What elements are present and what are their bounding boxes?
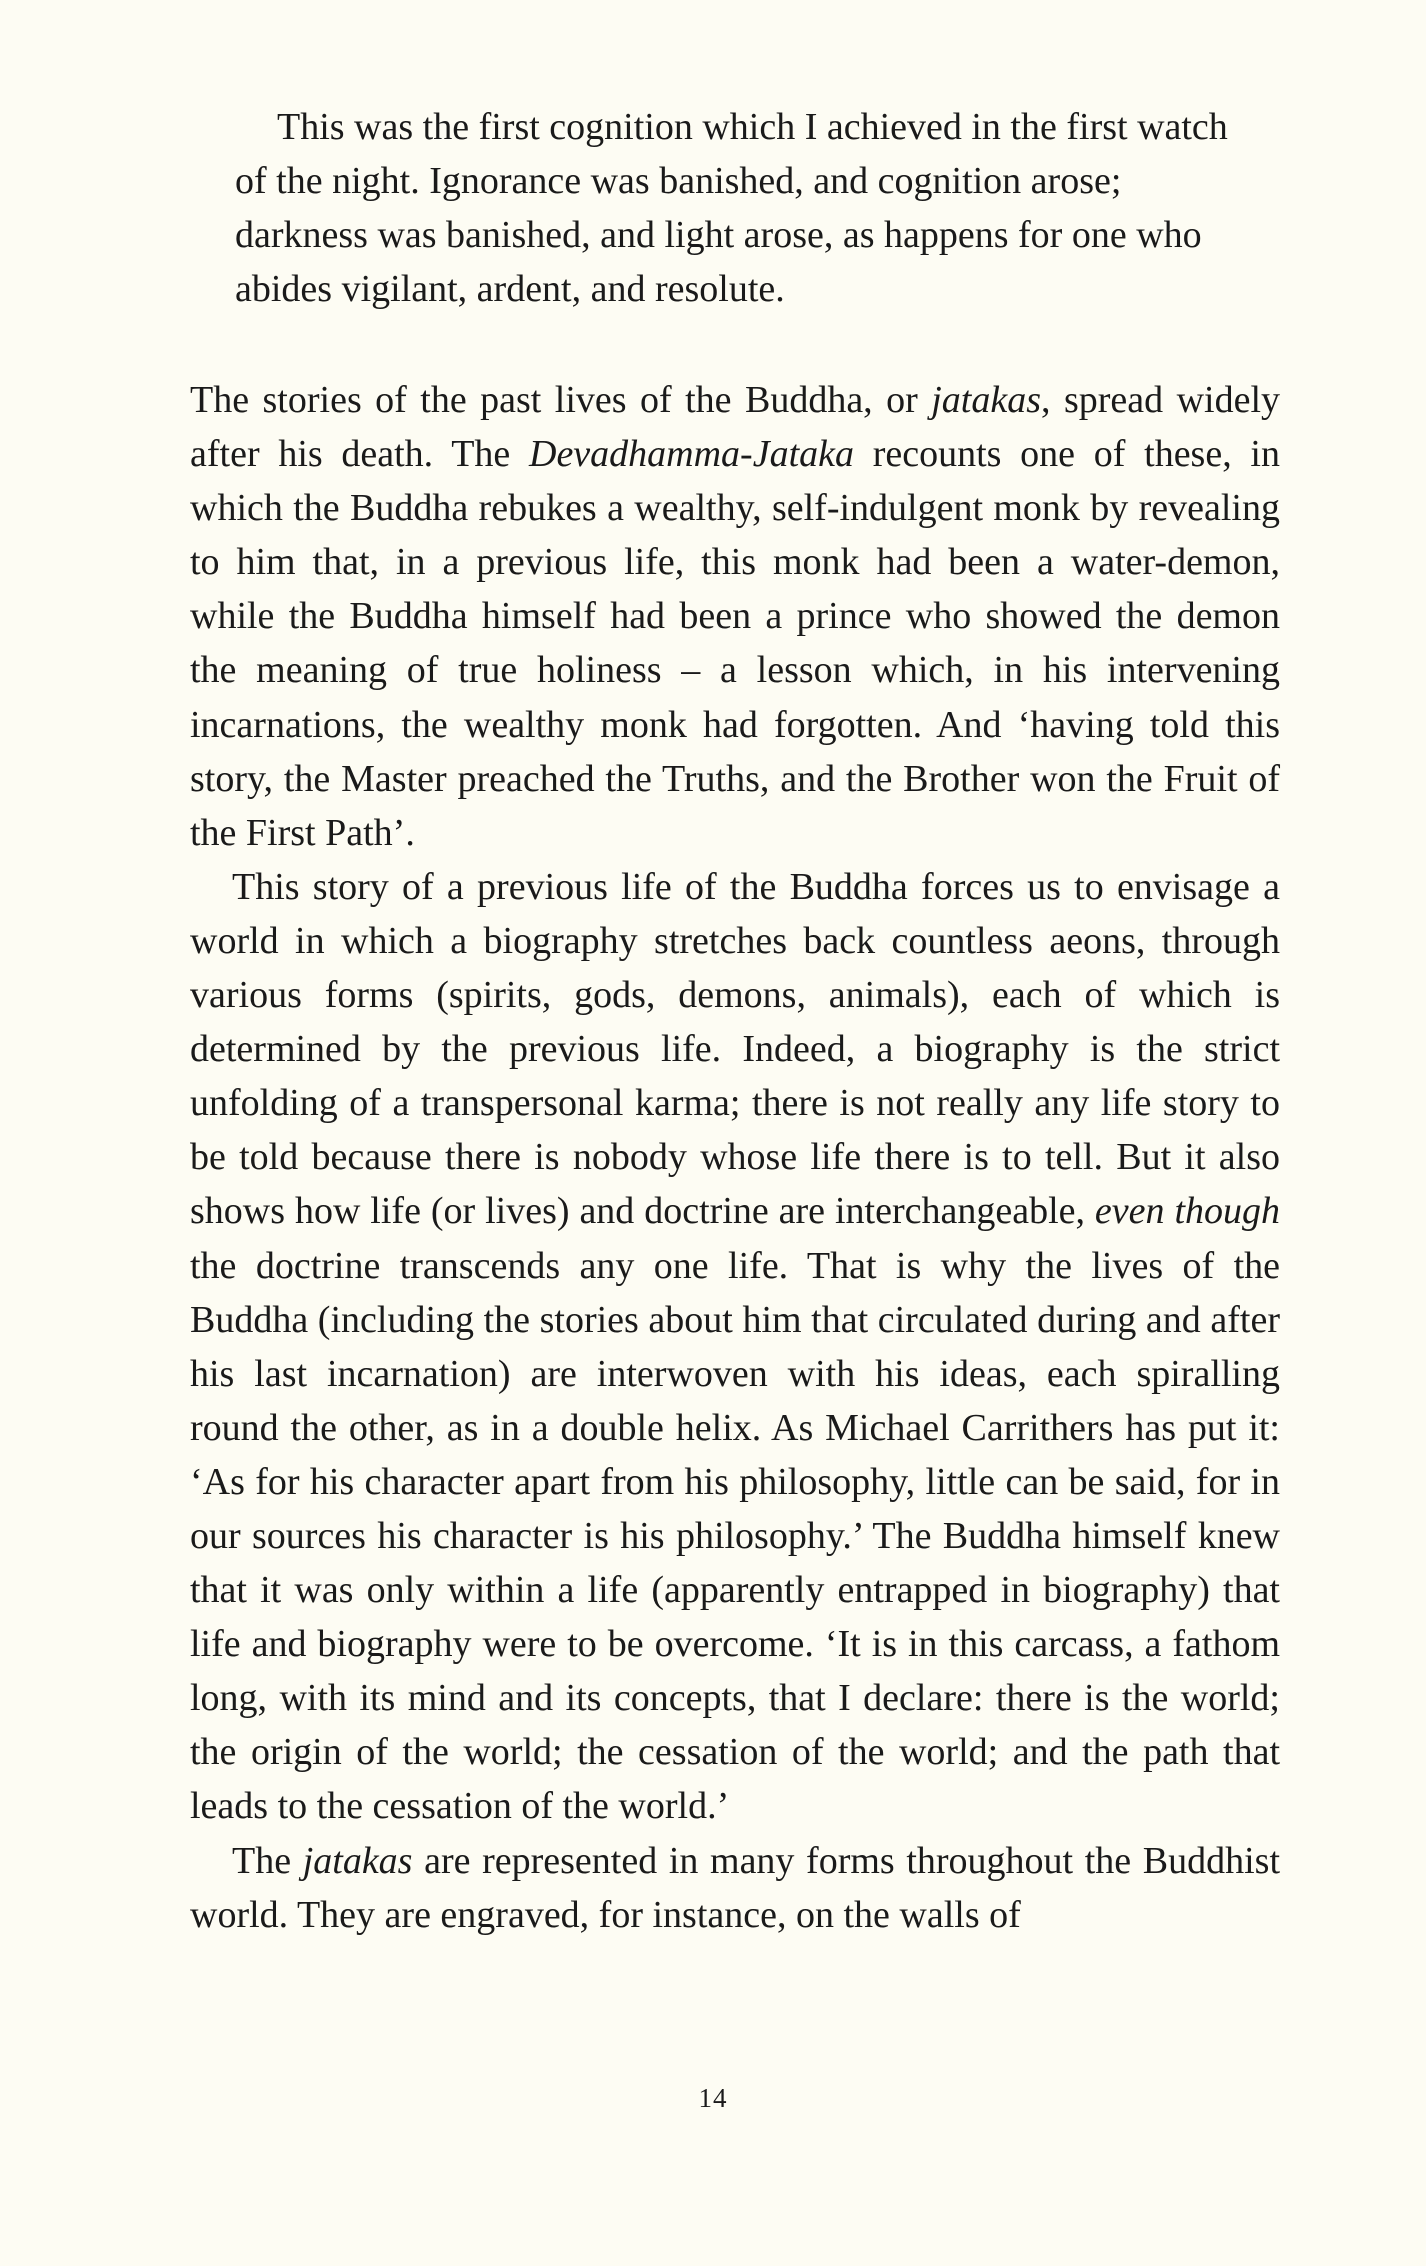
paragraph-1-part-c: recounts one of these, in which the Buddha rebukes a wealthy, self-indulgent monk by revealing to him that, in a previous life, this monk had been a water-demon, while the Buddha himself had been a prince who showed the demon the meaning of true holiness – a lesson which, in his intervening incarnations, the wealthy monk had forgotten. And ‘having told this story, the Master preached the Truths, and the Brother won the Fruit of the First Path’. [190, 433, 1280, 854]
jatakas-term: jatakas [931, 379, 1042, 421]
even-though-emphasis: even though [1094, 1190, 1281, 1233]
jatakas-term: jatakas [302, 1839, 413, 1882]
paragraph-3 [190, 1834, 1280, 1942]
paragraph-2-part-a: This story of a previous life of the Buddha forces us to envisage a world in which a biography stretches back countless aeons, through various forms (spirits, gods, demons, animals), each of which is determined by the previous life. Indeed, a biography is the strict unfolding of a transpersonal karma; there is not really any life story to be told because there is nobody whose life there is to tell. But it also shows how life (or lives) and doctrine are interchangeable, [190, 865, 1280, 1233]
paragraph-1-part-a: The stories of the past lives of the Buddha, or [190, 379, 932, 421]
paragraph-2 [190, 860, 1280, 1834]
paragraph-1-part-b: , spread widely after his death. The [190, 379, 1280, 476]
page-number: 14 [698, 2083, 728, 2113]
paragraph-3-part-a: The [232, 1839, 303, 1882]
quote-text: This was the first cognition which I achieved in the first watch of the night. Ignorance was banished, and cognition arose; darkness was banished, and light arose, as happens for one who abides vigilant, ardent, and resolute. [235, 106, 1228, 310]
devadhamma-jataka-title: Devadhamma-Jataka [529, 433, 855, 476]
block-quote [235, 100, 1235, 316]
body-text [190, 373, 1280, 1942]
paragraph-2-part-b: the doctrine transcends any one life. That is why the lives of the Buddha (including the stories about him that circulated during and after his last incarnation) are interwoven with his ideas, each spiralling round the other, as in a double helix. As Michael Carrithers has put it: ‘As for his character apart from his philosophy, little can be said, for in our sources his character is his philosophy.’ The Buddha himself knew that it was only within a life (apparently entrapped in biography) that life and biography were to be overcome. ‘It is in this carcass, a fathom long, with its mind and its concepts, that I declare: there is the world; the origin of the world; the cessation of the world; and the path that leads to the cessation of the world.’ [190, 1244, 1280, 1828]
paragraph-1 [190, 373, 1280, 860]
paragraph-3-part-b: are represented in many forms throughout the Buddhist world. They are engraved, for instance, on the walls of [190, 1839, 1280, 1936]
